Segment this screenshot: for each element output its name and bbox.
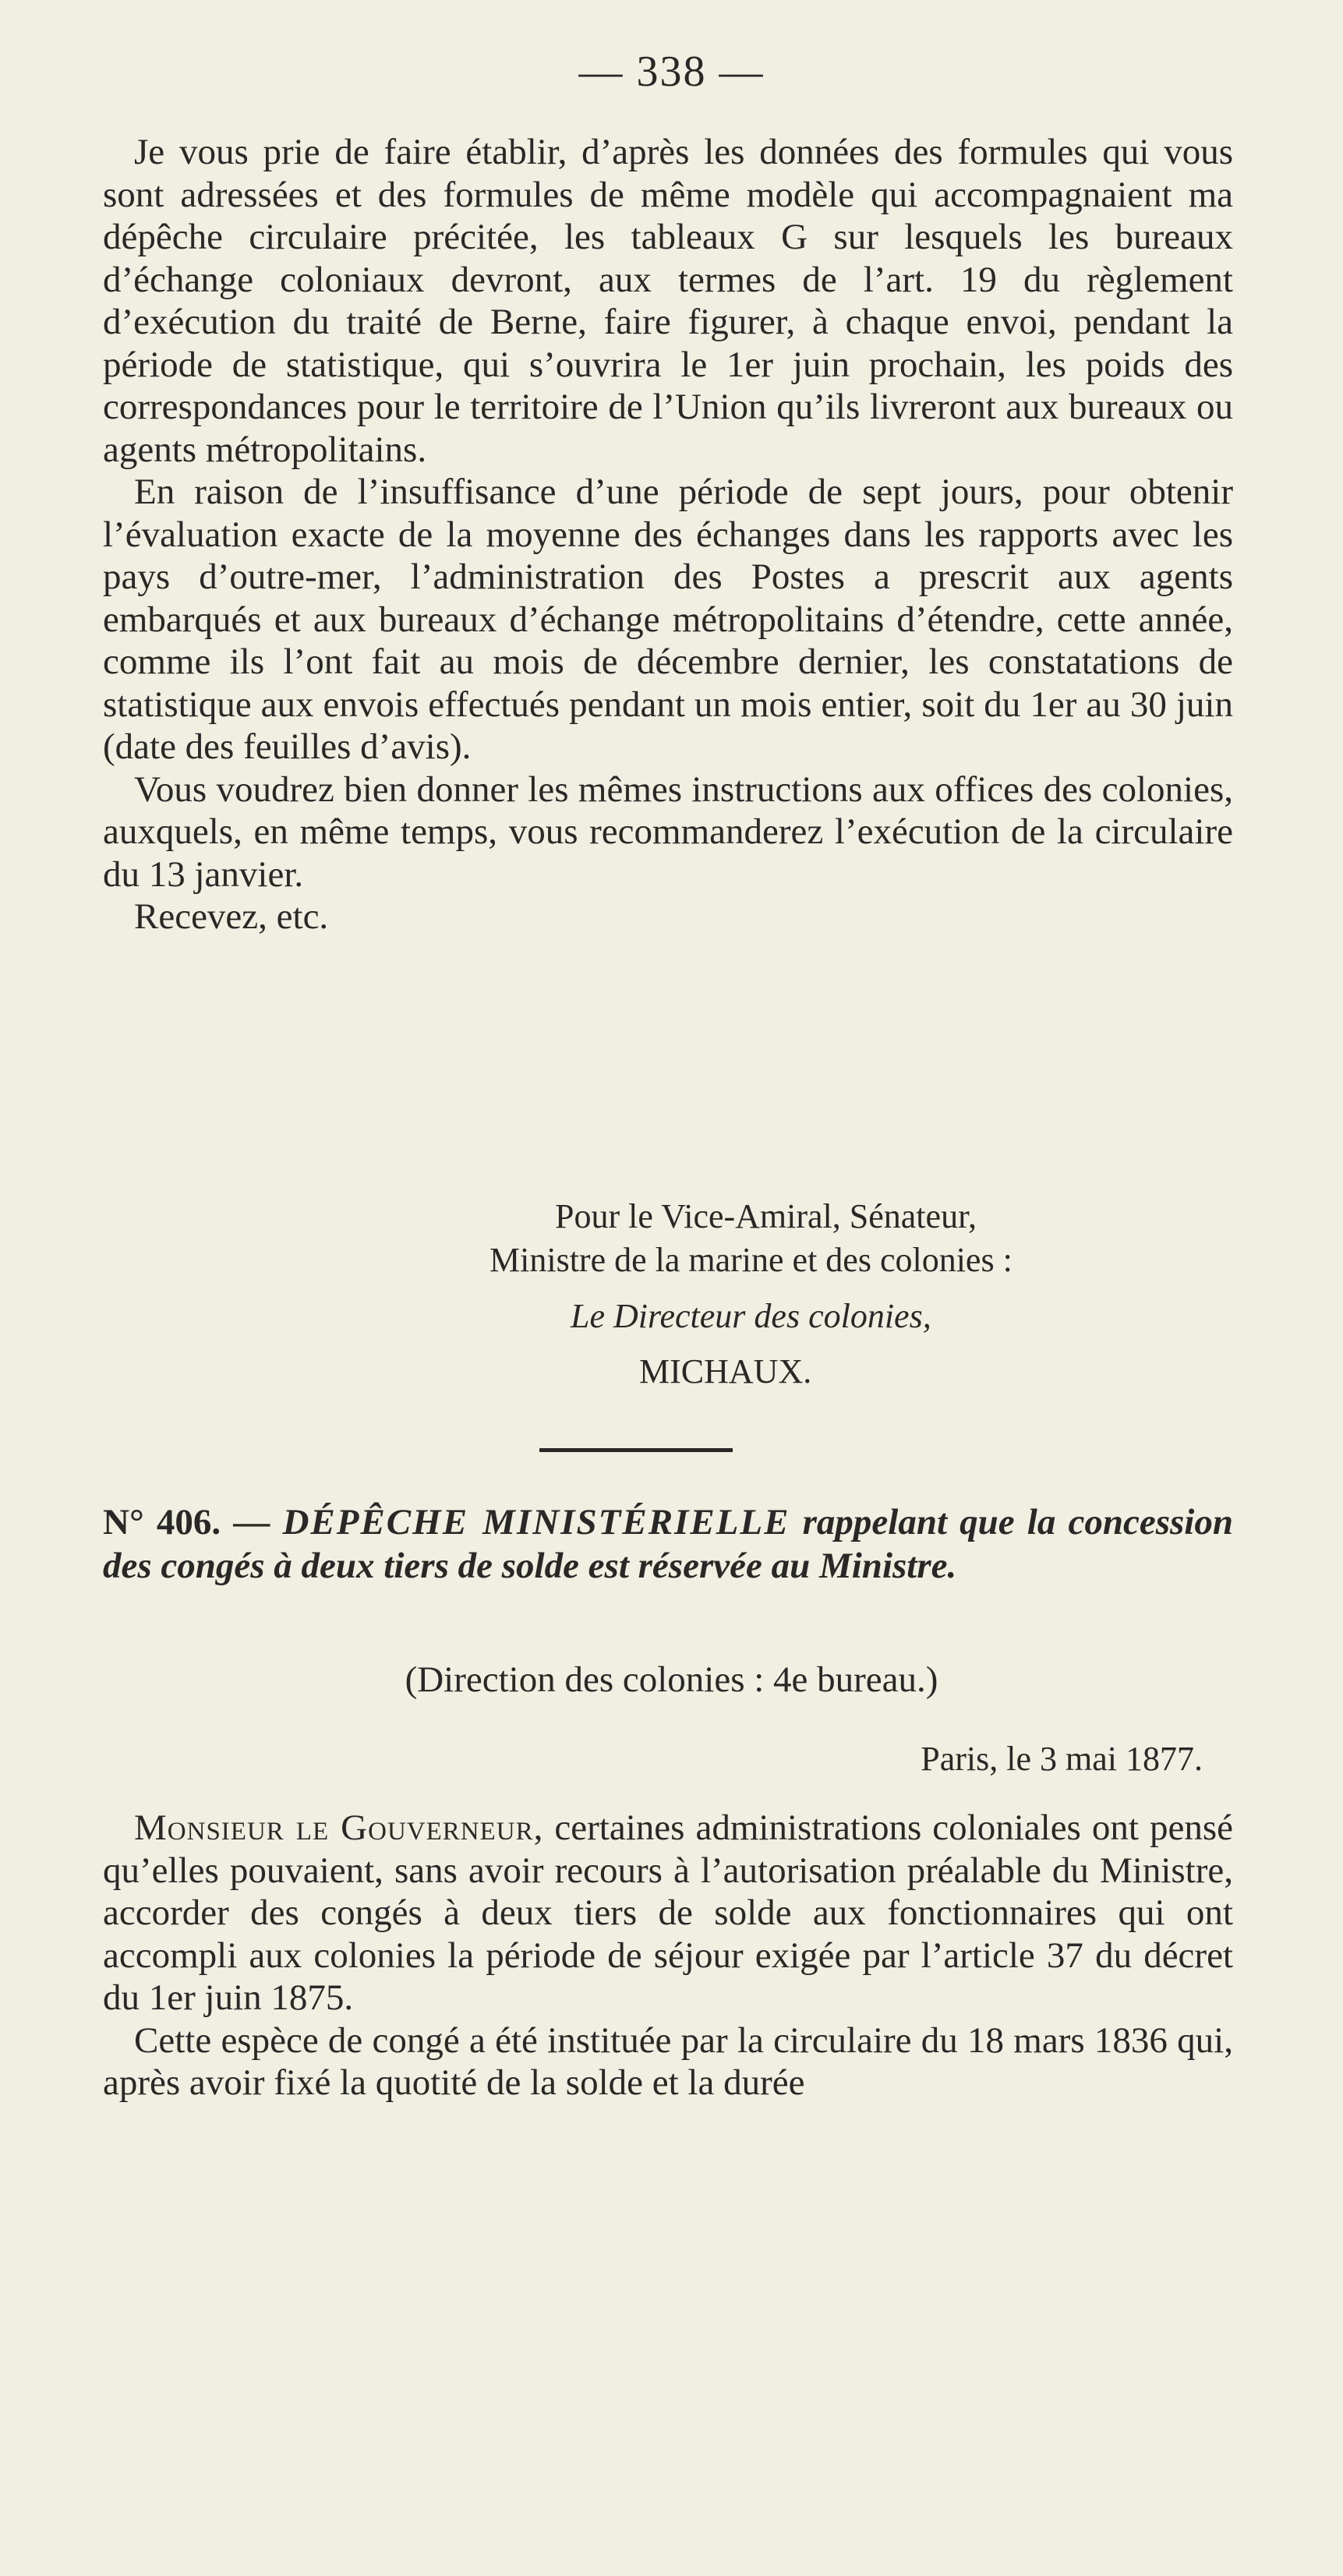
page-number: — 338 — [578, 48, 765, 96]
dispatch-paragraph-1 [103, 1807, 1233, 2019]
dispatch-title: DÉPÊCHE MINISTÉRIELLE [282, 1502, 790, 1542]
dispatch-dateline: Paris, le 3 mai 1877. [921, 1740, 1203, 1778]
signature-line-1: Pour le Vice-Amiral, Sénateur, [555, 1197, 977, 1235]
signature-line-2: Ministre de la marine et des colonies : [489, 1241, 1013, 1279]
letter-paragraph-3: Vous voudrez bien donner les mêmes instructions aux offices des colonies, auxquels, en même temps, vous recommanderez l’exécution de la circulaire du 13 janvier. [103, 769, 1233, 895]
signature-name: MICHAUX. [639, 1352, 812, 1390]
letter-paragraph-1: Je vous prie de faire établir, d’après les données des formules qui vous sont adressées et des formules de même modèle qui accompagnaient ma dépêche circulaire précitée, les tableaux G sur lesquels les bureaux d’échange coloniaux devront, aux termes de l’art. 19 du règlement d’exécution du traité de Berne, faire figurer, à chaque envoi, pendant la période de statistique, qui s’ouvrira le 1er juin prochain, les poids des correspondances pour le territoire de l’Union qu’ils livreront aux bureaux ou agents métropolitains. [103, 132, 1233, 470]
dispatch-subject: rappelant que la concession des congés à deux tiers de solde est réservée au Ministre. [103, 1502, 1234, 1586]
signature-line-3: Le Directeur des colonies, [571, 1297, 931, 1335]
dispatch-paragraph-2: Cette espèce de congé a été instituée par la circulaire du 18 mars 1836 qui, après avoir fixé la quotité de la solde et la durée [103, 2019, 1233, 2103]
letter-body [103, 131, 1233, 938]
dispatch-direction: (Direction des colonies : 4e bureau.) [405, 1659, 938, 1700]
dispatch-paragraph-1-text: certaines administrations coloniales ont pensé qu’elles pouvaient, sans avoir recours à l’autorisation préalable du Ministre, accorder des congés à deux tiers de solde aux fonctionnaires qui ont accompli aux colonies la période de séjour exigée par l’article 37 du décret du 1er juin 1875. [103, 1807, 1233, 2018]
dispatch-number: N° 406. — [103, 1502, 270, 1542]
letter-closing: Recevez, etc. [134, 896, 329, 937]
section-divider [539, 1448, 733, 1452]
dispatch-body [103, 1807, 1233, 2104]
dispatch-heading [103, 1500, 1233, 1588]
dispatch-salutation: Monsieur le Gouverneur, [134, 1807, 544, 1848]
letter-paragraph-2: En raison de l’insuffisance d’une période de sept jours, pour obtenir l’évaluation exacte de la moyenne des échanges dans les rapports avec les pays d’outre-mer, l’administration des Postes a prescrit aux agents embarqués et aux bureaux d’échange métropolitains d’étendre, cette année, comme ils l’ont fait au mois de décembre dernier, les constatations de statistique aux envois effectués pendant un mois entier, soit du 1er au 30 juin (date des feuilles d’avis). [103, 472, 1233, 767]
